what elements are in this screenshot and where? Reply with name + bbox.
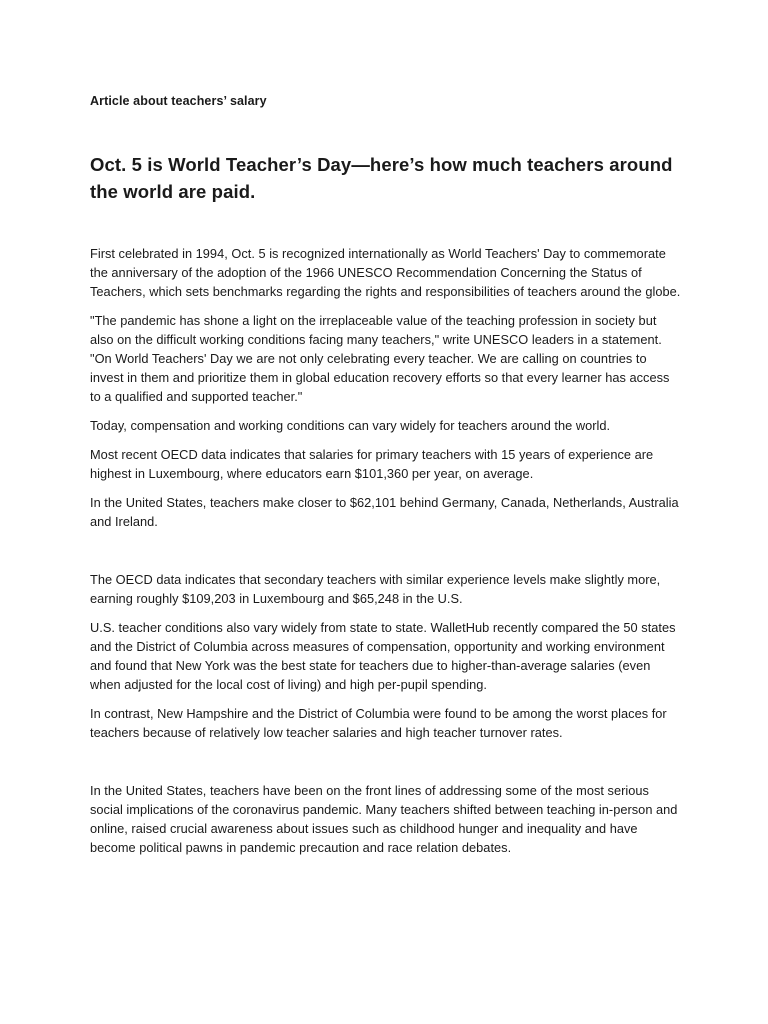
document-label: Article about teachers’ salary — [90, 94, 267, 108]
paragraph: "The pandemic has shone a light on the irreplaceable value of the teaching profession in society but also on the difficult working conditions facing many teachers," write UNESCO leaders in a statement. "On World Teachers' Day we are not only celebrating every teacher. We are calling on countries to invest in them and prioritize them in global education recovery efforts so that every learner has access to a qualified and supported teacher." — [90, 313, 670, 404]
article-body — [90, 244, 682, 857]
article-headline: Oct. 5 is World Teacher’s Day—here’s how much teachers around the world are paid. — [90, 154, 673, 202]
paragraph: In the United States, teachers make closer to $62,101 behind Germany, Canada, Netherlands, Australia and Ireland. — [90, 495, 679, 529]
paragraph: In contrast, New Hampshire and the District of Columbia were found to be among the worst places for teachers because of relatively low teacher salaries and high teacher turnover rates. — [90, 706, 667, 740]
paragraph: The OECD data indicates that secondary teachers with similar experience levels make slightly more, earning roughly $109,203 in Luxembourg and $65,248 in the U.S. — [90, 572, 661, 606]
paragraph: U.S. teacher conditions also vary widely from state to state. WalletHub recently compared the 50 states and the District of Columbia across measures of compensation, opportunity and working environment and found that New York was the best state for teachers due to higher-than-average salaries (even when adjusted for the local cost of living) and high per-pupil spending. — [90, 620, 676, 692]
paragraph: First celebrated in 1994, Oct. 5 is recognized internationally as World Teachers' Day to commemorate the anniversary of the adoption of the 1966 UNESCO Recommendation Concerning the Status of Teachers, which sets benchmarks regarding the rights and responsibilities of teachers around the globe. — [90, 246, 681, 299]
paragraph: In the United States, teachers have been on the front lines of addressing some of the most serious social implications of the coronavirus pandemic. Many teachers shifted between teaching in-person and online, raised crucial awareness about issues such as childhood hunger and inequality and have become political pawns in pandemic precaution and race relation debates. — [90, 783, 678, 855]
paragraph: Most recent OECD data indicates that salaries for primary teachers with 15 years of experience are highest in Luxembourg, where educators earn $101,360 per year, on average. — [90, 447, 654, 481]
paragraph: Today, compensation and working conditions can vary widely for teachers around the world. — [90, 418, 611, 433]
